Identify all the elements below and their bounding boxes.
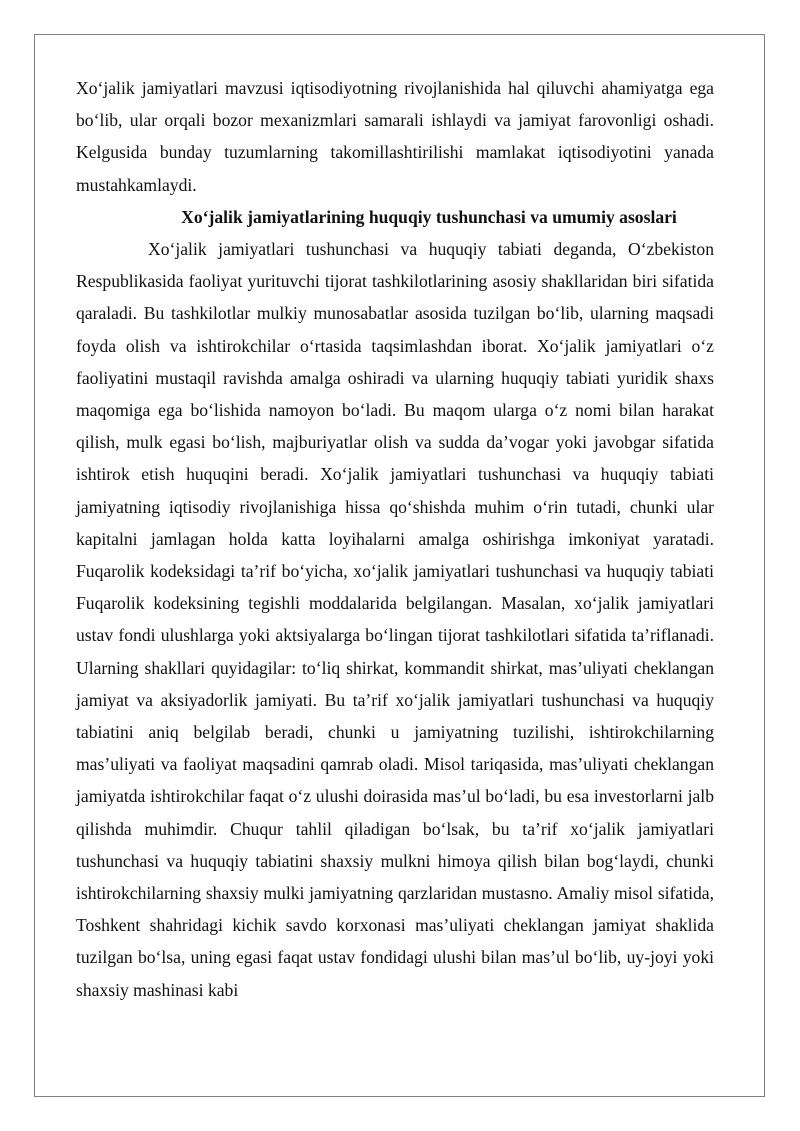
document-body xyxy=(76,72,714,1006)
intro-paragraph: Xo‘jalik jamiyatlari mavzusi iqtisodiyotning rivojlanishida hal qiluvchi ahamiyatga ega bo‘lib, ular orqali bozor mexanizmlari samarali ishlaydi va jamiyat farovonligi oshadi. Kelgusida bunday tuzumlarning takomillashtirilishi mamlakat iqtisodiyotini yanada mustahkamlaydi. xyxy=(76,78,714,195)
body-paragraph: Xo‘jalik jamiyatlari tushunchasi va huquqiy tabiati deganda, O‘zbekiston Respublikasida faoliyat yurituvchi tijorat tashkilotlarining asosiy shakllaridan biri sifatida qaraladi. Bu tashkilotlar mulkiy munosabatlar asosida tuzilgan bo‘lib, ularning maqsadi foyda olish va ishtirokchilar o‘rtasida taqsimlashdan iborat. Xo‘jalik jamiyatlari o‘z faoliyatini mustaqil ravishda amalga oshiradi va ularning huquqiy tabiati yuridik shaxs maqomiga ega bo‘lishida namoyon bo‘ladi. Bu maqom ularga o‘z nomi bilan harakat qilish, mulk egasi bo‘lish, majburiyatlar olish va sudda da’vogar yoki javobgar sifatida ishtirok etish huquqini beradi. Xo‘jalik jamiyatlari tushunchasi va huquqiy tabiati jamiyatning iqtisodiy rivojlanishiga hissa qo‘shishda muhim o‘rin tutadi, chunki ular kapitalni jamlagan holda katta loyihalarni amalga oshirishga imkoniyat yaratadi. Fuqarolik kodeksidagi ta’rif bo‘yicha, xo‘jalik jamiyatlari tushunchasi va huquqiy tabiati Fuqarolik kodeksining tegishli moddalarida belgilangan. Masalan, xo‘jalik jamiyatlari ustav fondi ulushlarga yoki aktsiyalarga bo‘lingan tijorat tashkilotlari sifatida ta’riflanadi. Ularning shakllari quyidagilar: to‘liq shirkat, kommandit shirkat, mas’uliyati cheklangan jamiyat va aksiyadorlik jamiyati. Bu ta’rif xo‘jalik jamiyatlari tushunchasi va huquqiy tabiatini aniq belgilab beradi, chunki u jamiyatning tuzilishi, ishtirokchilarning mas’uliyati va faoliyat maqsadini qamrab oladi. Misol tariqasida, mas’uliyati cheklangan jamiyatda ishtirokchilar faqat o‘z ulushi doirasida mas’ul bo‘ladi, bu esa investorlarni jalb qilishda muhimdir. Chuqur tahlil qiladigan bo‘lsak, bu ta’rif xo‘jalik jamiyatlari tushunchasi va huquqiy tabiatini shaxsiy mulkni himoya qilish bilan bog‘laydi, chunki ishtirokchilarning shaxsiy mulki jamiyatning qarzlaridan mustasno. Amaliy misol sifatida, Toshkent shahridagi kichik savdo korxonasi mas’uliyati cheklangan jamiyat shaklida tuzilgan bo‘lsa, uning egasi faqat ustav fondidagi ulushi bilan mas’ul bo‘lib, uy-joyi yoki shaxsiy mashinasi kabi xyxy=(76,239,714,1000)
section-heading: Xo‘jalik jamiyatlarining huquqiy tushunchasi va umumiy asoslari xyxy=(181,206,677,227)
